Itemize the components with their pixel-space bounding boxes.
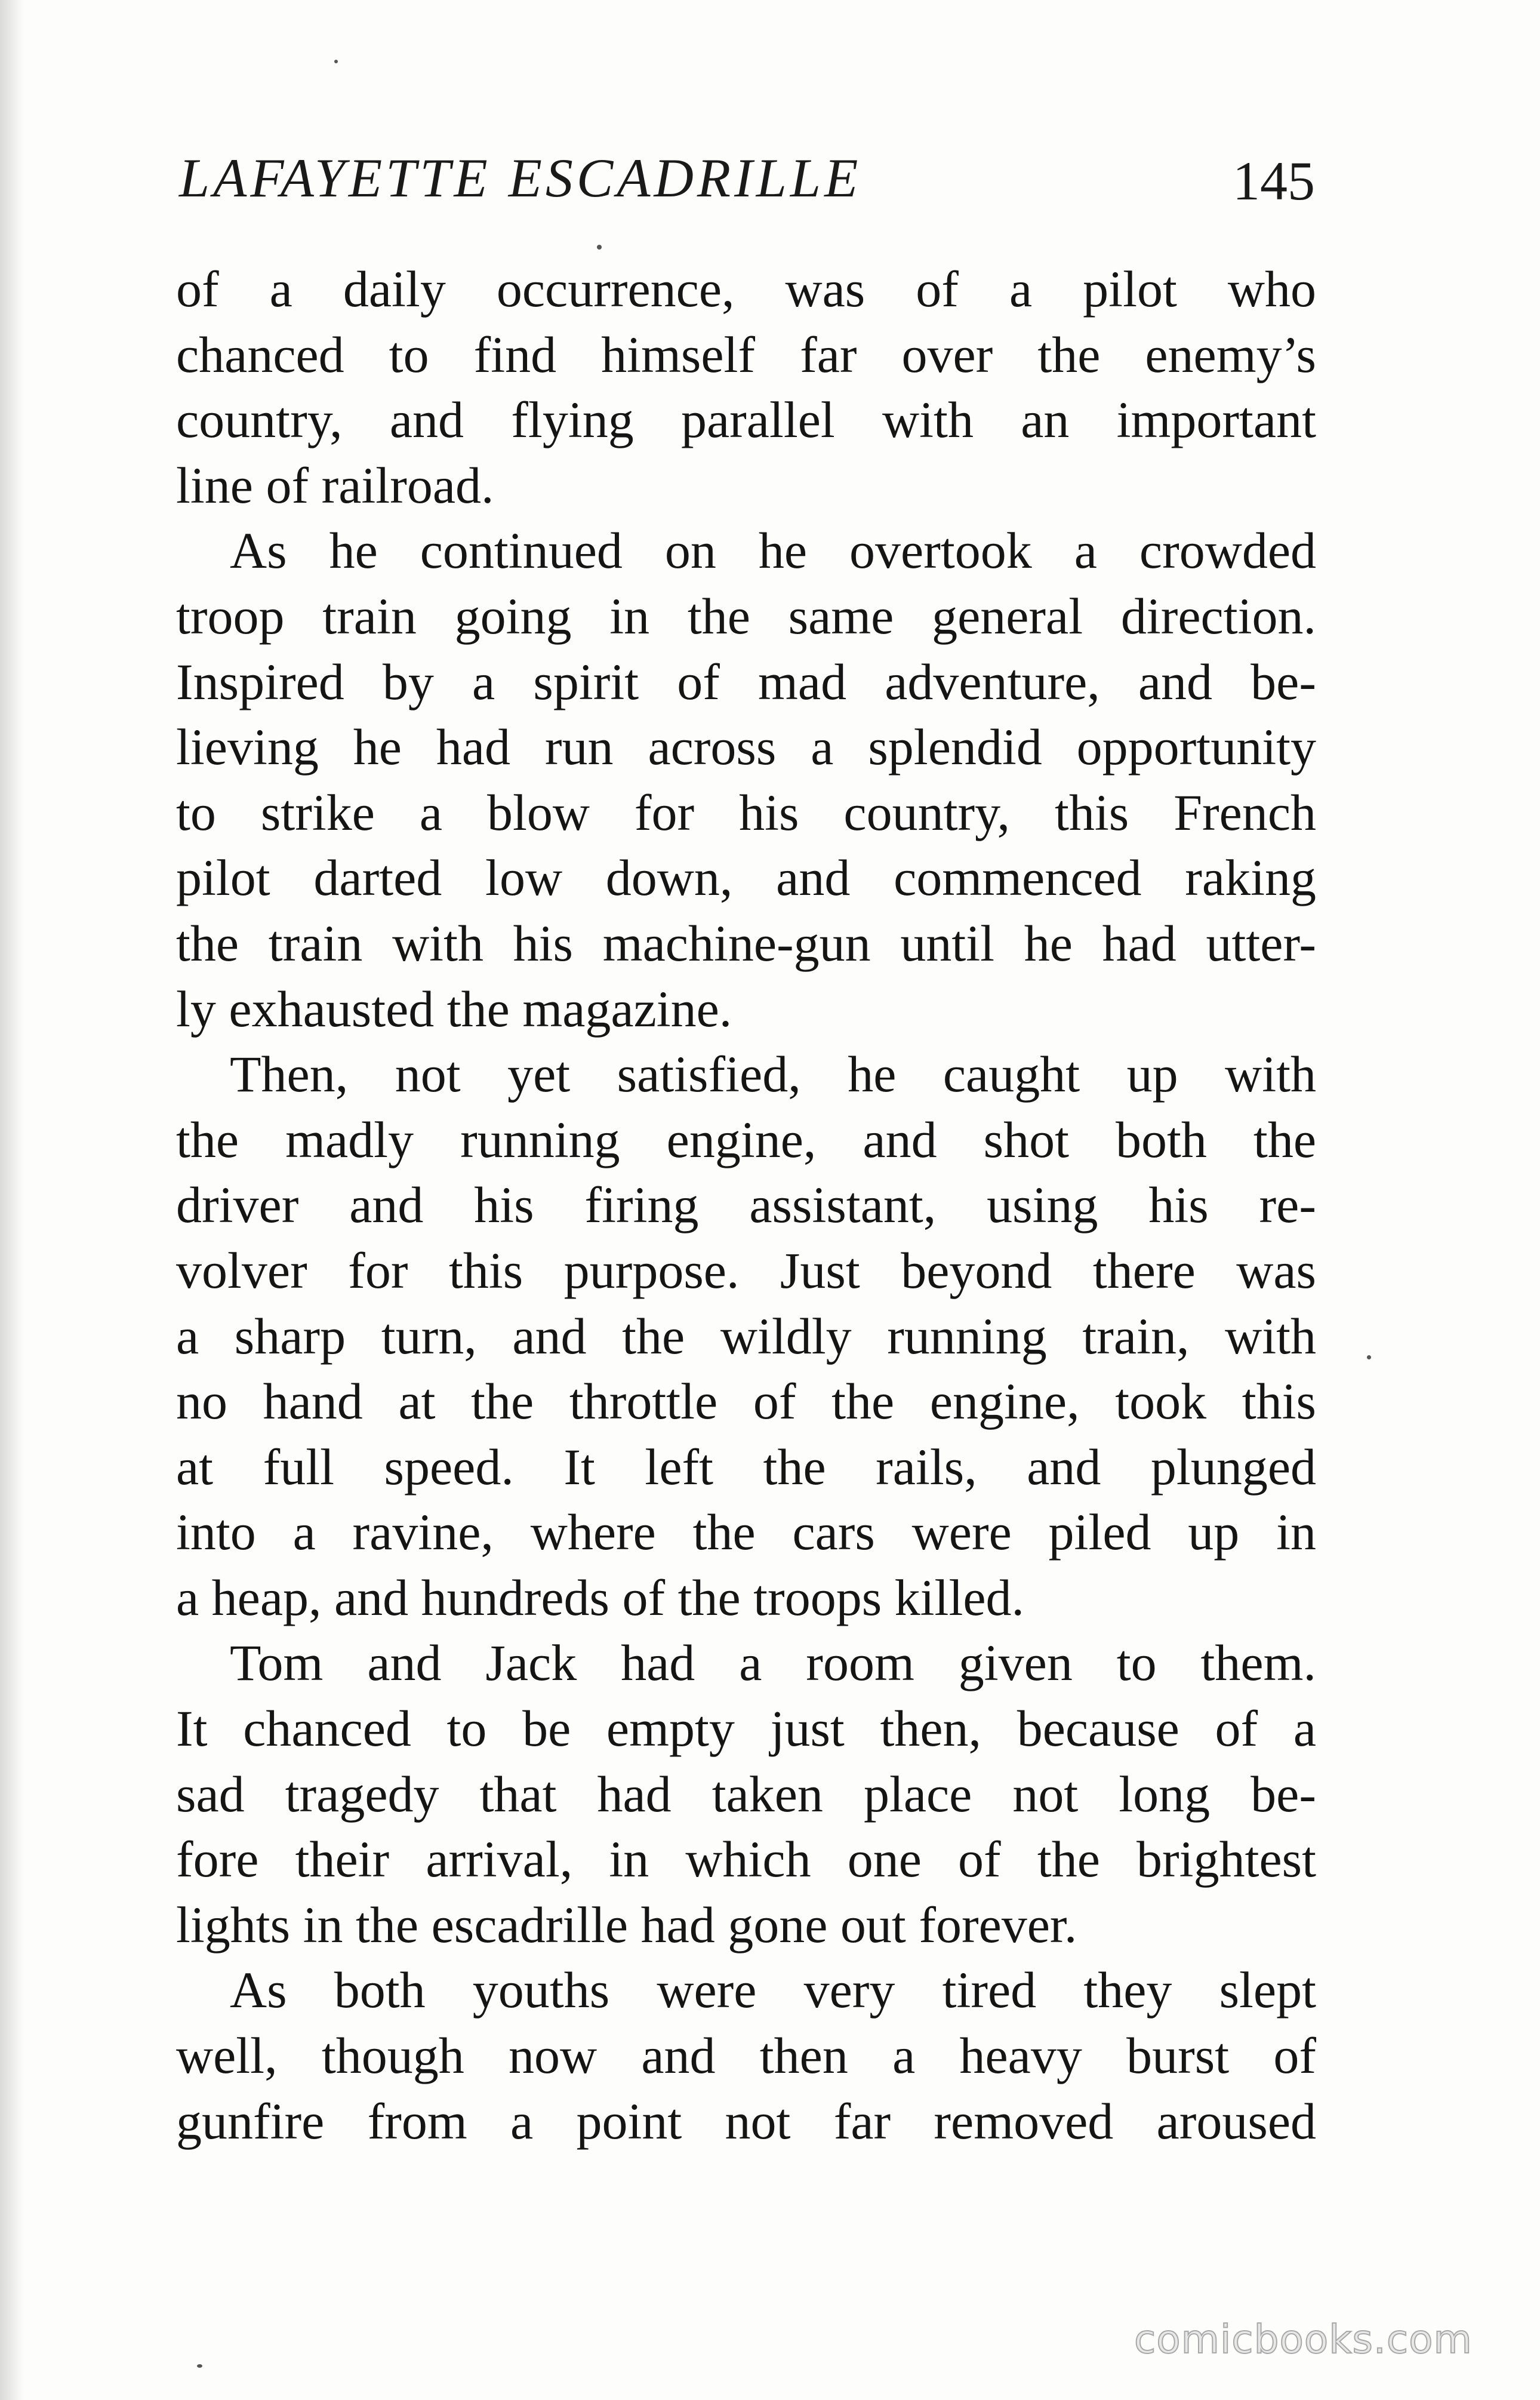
text-line: no hand at the throttle of the engine, took this bbox=[176, 1373, 1316, 1430]
text-line: volver for this purpose. Just beyond there was bbox=[176, 1241, 1316, 1299]
ink-speck bbox=[1367, 1355, 1371, 1359]
text-line: the train with his machine-gun until he had utter- bbox=[176, 914, 1316, 972]
text-line: gunfire from a point not far removed aroused bbox=[176, 2092, 1316, 2150]
text-line: Inspired by a spirit of mad adventure, and be- bbox=[176, 653, 1316, 710]
text-line: chanced to find himself far over the enemy’s bbox=[176, 325, 1316, 383]
text-line: at full speed. It left the rails, and plunged bbox=[176, 1438, 1316, 1496]
ink-speck bbox=[197, 2364, 202, 2368]
text-line: a heap, and hundreds of the troops killed. bbox=[176, 1568, 1025, 1626]
text-line: into a ravine, where the cars were piled up in bbox=[176, 1503, 1316, 1561]
paragraph-start-line: As he continued on he overtook a crowded bbox=[230, 522, 1316, 580]
paragraph-start-line: Tom and Jack had a room given to them. bbox=[230, 1634, 1316, 1692]
text-line: lights in the escadrille had gone out forever. bbox=[176, 1896, 1077, 1953]
text-line: line of railroad. bbox=[176, 456, 494, 514]
text-line: well, though now and then a heavy burst of bbox=[176, 2027, 1316, 2085]
text-line: to strike a blow for his country, this French bbox=[176, 783, 1316, 841]
text-line: sad tragedy that had taken place not long be- bbox=[176, 1765, 1316, 1823]
running-title: LAFAYETTE ESCADRILLE bbox=[179, 147, 862, 208]
ink-speck bbox=[597, 245, 602, 250]
text-line: troop train going in the same general direction. bbox=[176, 587, 1316, 645]
watermark: comicbooks.com bbox=[1134, 2316, 1473, 2362]
text-line: fore their arrival, in which one of the brightest bbox=[176, 1830, 1316, 1888]
text-line: driver and his firing assistant, using his re- bbox=[176, 1176, 1316, 1234]
page-number: 145 bbox=[1233, 150, 1315, 211]
paragraph-start-line: As both youths were very tired they slept bbox=[230, 1961, 1316, 2019]
text-line: country, and flying parallel with an important bbox=[176, 391, 1316, 449]
text-line: It chanced to be empty just then, because of a bbox=[176, 1700, 1316, 1758]
text-line: of a daily occurrence, was of a pilot who bbox=[176, 260, 1316, 318]
ink-speck bbox=[334, 60, 338, 63]
text-line: a sharp turn, and the wildly running train, with bbox=[176, 1307, 1316, 1365]
body-text bbox=[176, 257, 1316, 2154]
text-line: pilot darted low down, and commenced raking bbox=[176, 849, 1316, 907]
paragraph-start-line: Then, not yet satisfied, he caught up with bbox=[230, 1045, 1316, 1103]
text-line: ly exhausted the magazine. bbox=[176, 980, 732, 1038]
text-line: the madly running engine, and shot both the bbox=[176, 1110, 1316, 1168]
text-line: lieving he had run across a splendid opportunity bbox=[176, 718, 1316, 776]
page-edge-shadow bbox=[0, 0, 24, 2400]
